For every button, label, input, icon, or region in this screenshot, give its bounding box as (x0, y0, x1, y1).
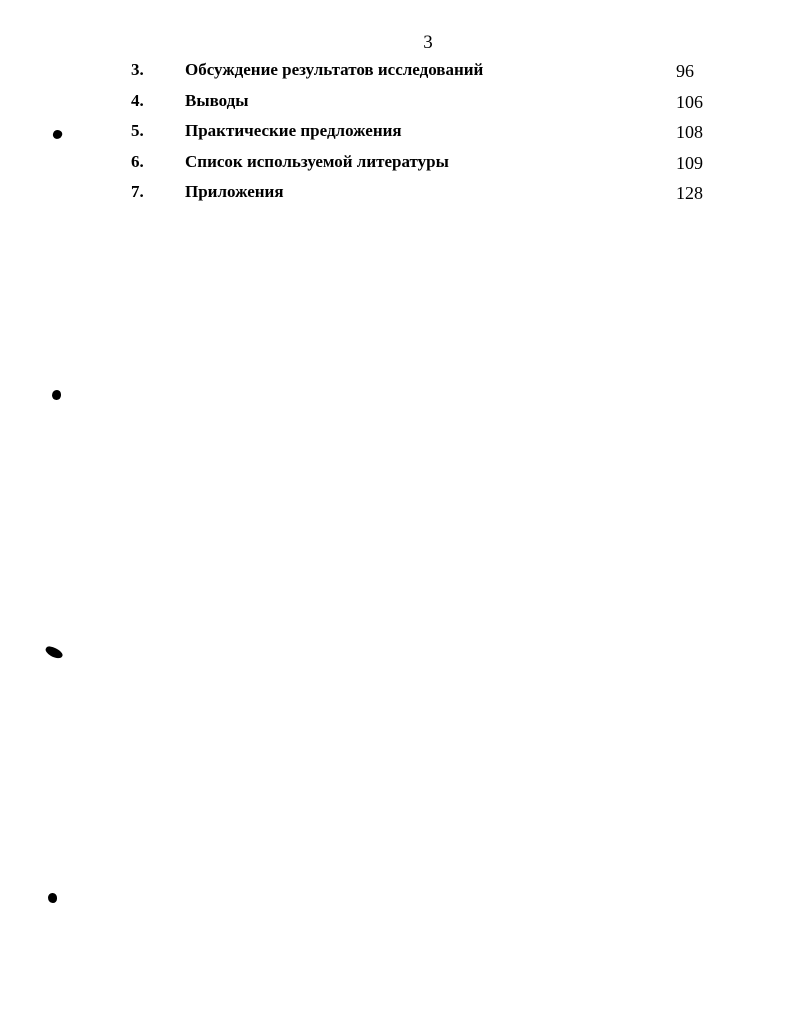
toc-item-number: 6. (131, 151, 144, 171)
toc-item-page: 96 (676, 61, 694, 81)
toc-item-number: 3. (131, 60, 144, 79)
toc-row (0, 180, 799, 211)
toc-item-page: 106 (676, 91, 703, 112)
toc-row (0, 89, 799, 120)
toc-item-number: 7. (131, 182, 144, 202)
toc-item-page: 108 (676, 122, 703, 143)
table-of-contents (0, 58, 799, 211)
binding-hole-mark (48, 893, 57, 903)
toc-item-number: 5. (131, 121, 144, 141)
page-number: 3 (423, 32, 433, 53)
toc-item-title: Выводы (185, 90, 249, 110)
toc-item-title: Практические предложения (185, 121, 402, 141)
toc-row (0, 150, 799, 181)
binding-hole-mark (44, 644, 64, 661)
toc-item-page: 128 (676, 183, 703, 204)
toc-item-number: 4. (131, 90, 144, 110)
toc-item-title: Обсуждение результатов исследований (185, 60, 484, 79)
toc-item-page: 109 (676, 152, 703, 173)
toc-row (0, 119, 799, 150)
toc-item-title: Список используемой литературы (185, 151, 449, 171)
binding-hole-mark (52, 390, 61, 400)
toc-item-title: Приложения (185, 182, 284, 202)
toc-row (0, 58, 799, 89)
